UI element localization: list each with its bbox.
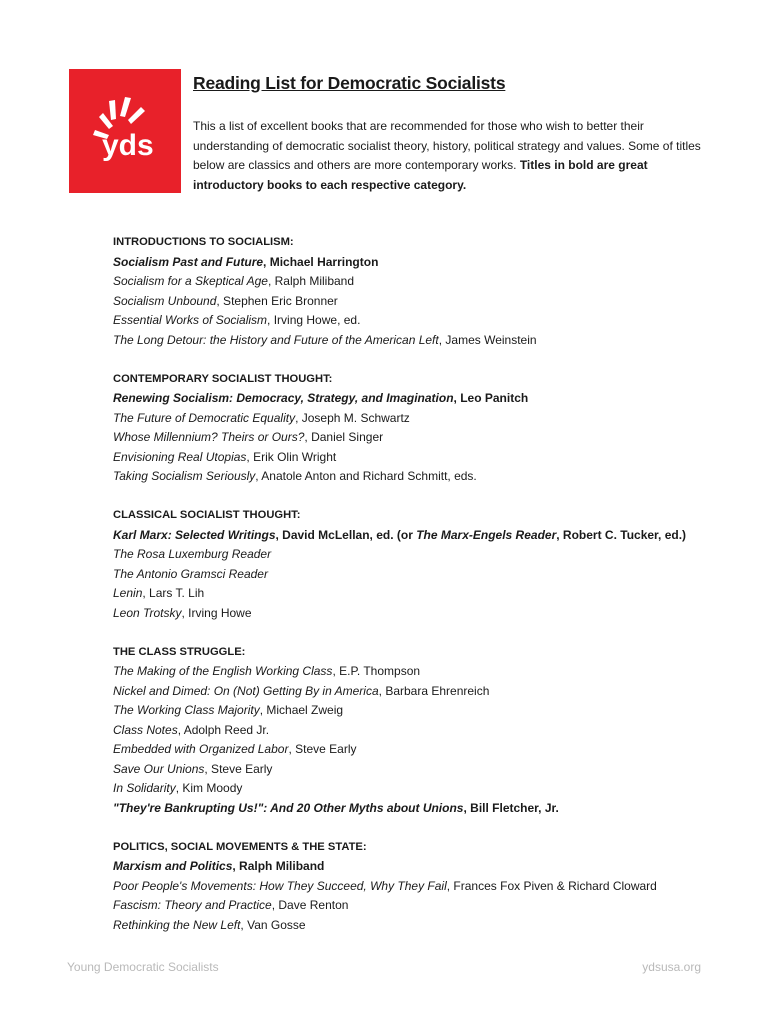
section-heading: CLASSICAL SOCIALIST THOUGHT: <box>113 509 301 521</box>
book-author: , Steve Early <box>288 742 357 756</box>
book-author: , Irving Howe, ed. <box>267 313 361 327</box>
section <box>113 233 753 350</box>
list-item <box>113 877 753 897</box>
book-author: , E.P. Thompson <box>332 664 421 678</box>
book-author: , Bill Fletcher, Jr. <box>463 800 559 815</box>
list-item <box>113 740 753 760</box>
book-title: Leon Trotsky <box>113 605 182 620</box>
book-title: The Antonio Gramsci Reader <box>113 566 268 581</box>
book-title: Socialism Unbound <box>113 293 217 308</box>
list-item <box>113 857 753 877</box>
book-title: Taking Socialism Seriously <box>113 469 256 483</box>
book-title: Marxism and Politics <box>113 859 233 873</box>
section-heading: THE CLASS STRUGGLE: <box>113 645 246 658</box>
book-author: , Daniel Singer <box>304 430 384 444</box>
book-title: The Working Class Majority <box>113 703 260 717</box>
book-title: Poor People's Movements: How They Succeed, Why They Fail <box>113 878 447 893</box>
book-title: Renewing Socialism: Democracy, Strategy, and Imagination <box>113 391 454 405</box>
book-title: The Making of the English Working Class <box>113 664 333 678</box>
list-item <box>113 701 753 721</box>
list-item <box>113 428 753 448</box>
section <box>113 838 753 936</box>
section-heading: POLITICS, SOCIAL MOVEMENTS & THE STATE: <box>113 840 367 853</box>
list-item <box>113 584 753 604</box>
book-author: , Ralph Miliband <box>232 859 325 873</box>
book-author: , Erik Olin Wright <box>246 449 337 464</box>
list-item <box>113 448 753 468</box>
book-author: , Barbara Ehrenreich <box>378 683 490 698</box>
reading-list <box>113 233 753 955</box>
book-author: , James Weinstein <box>438 332 537 347</box>
book-title: The Future of Democratic Equality <box>113 410 296 425</box>
yds-logo <box>69 69 181 193</box>
book-author: , Frances Fox Piven & Richard Cloward <box>446 878 657 893</box>
book-author: , Steve Early <box>204 761 273 776</box>
list-item <box>113 916 753 936</box>
book-title: Lenin <box>113 586 143 600</box>
footer-website: ydsusa.org <box>642 960 701 974</box>
section <box>113 506 753 623</box>
list-item <box>113 662 753 682</box>
list-item <box>113 253 753 273</box>
book-title: Embedded with Organized Labor <box>113 742 289 756</box>
book-author: , Michael Zweig <box>259 703 344 717</box>
book-author: , Adolph Reed Jr. <box>177 722 270 737</box>
book-author: , David McLellan, ed. (or <box>275 527 417 542</box>
book-author: , Irving Howe <box>181 605 252 620</box>
list-item <box>113 389 753 409</box>
section-heading: INTRODUCTIONS TO SOCIALISM: <box>113 236 294 248</box>
list-item <box>113 799 753 819</box>
book-author: , Van Gosse <box>240 917 306 932</box>
book-author: , Ralph Miliband <box>267 274 355 288</box>
book-title: In Solidarity <box>113 781 176 795</box>
section <box>113 643 753 819</box>
book-title: Class Notes <box>113 722 178 737</box>
list-item <box>113 896 753 916</box>
book-author: , Stephen Eric Bronner <box>216 293 338 308</box>
intro-text: This a list of excellent books that are recommended for those who wish to better their understanding of democratic socialist theory, history, political strategy and values. Some of titles below are classics and others are more contemporary works. <box>193 119 701 172</box>
book-title: Rethinking the New Left <box>113 917 241 932</box>
list-item <box>113 272 753 292</box>
section <box>113 370 753 487</box>
book-author: , Dave Renton <box>271 898 349 912</box>
book-author: , Joseph M. Schwartz <box>295 410 410 425</box>
list-item <box>113 331 753 351</box>
list-item <box>113 545 753 565</box>
intro-bold-text: Titles in bold are great introductory books to each respective category. <box>193 158 648 192</box>
list-item <box>113 779 753 799</box>
intro-paragraph <box>193 117 713 195</box>
list-item <box>113 565 753 585</box>
book-title: The Marx-Engels Reader <box>416 527 557 542</box>
list-item <box>113 721 753 741</box>
book-title: Whose Millennium? Theirs or Ours? <box>113 430 305 444</box>
book-author: , Kim Moody <box>175 781 243 795</box>
book-title: Save Our Unions <box>113 761 205 776</box>
list-item <box>113 682 753 702</box>
list-item <box>113 604 753 624</box>
list-item <box>113 760 753 780</box>
book-title: Essential Works of Socialism <box>113 313 268 327</box>
list-item <box>113 292 753 312</box>
yds-logo-icon <box>69 69 181 193</box>
book-author: , Robert C. Tucker, ed.) <box>556 527 687 542</box>
list-item <box>113 526 753 546</box>
page-title: Reading List for Democratic Socialists <box>193 73 506 93</box>
book-title: Socialism for a Skeptical Age <box>113 274 268 288</box>
list-item <box>113 467 753 487</box>
book-title: Nickel and Dimed: On (Not) Getting By in America <box>113 683 379 698</box>
book-author: , Lars T. Lih <box>142 586 205 600</box>
book-title: Karl Marx: Selected Writings <box>113 527 276 542</box>
book-title: "They're Bankrupting Us!": And 20 Other Myths about Unions <box>113 800 464 815</box>
book-author: , Leo Panitch <box>453 391 529 405</box>
book-author: , Anatole Anton and Richard Schmitt, eds. <box>255 469 477 483</box>
book-title: Fascism: Theory and Practice <box>113 898 272 912</box>
book-title: The Long Detour: the History and Future of the American Left <box>113 332 439 347</box>
list-item <box>113 409 753 429</box>
book-title: The Rosa Luxemburg Reader <box>113 547 272 561</box>
section-heading: CONTEMPORARY SOCIALIST THOUGHT: <box>113 372 333 385</box>
book-title: Envisioning Real Utopias <box>113 449 247 464</box>
book-title: Socialism Past and Future <box>113 254 264 269</box>
book-author: , Michael Harrington <box>263 254 379 269</box>
logo-text: yds <box>102 129 154 162</box>
list-item <box>113 311 753 331</box>
footer-organization: Young Democratic Socialists <box>67 960 219 974</box>
